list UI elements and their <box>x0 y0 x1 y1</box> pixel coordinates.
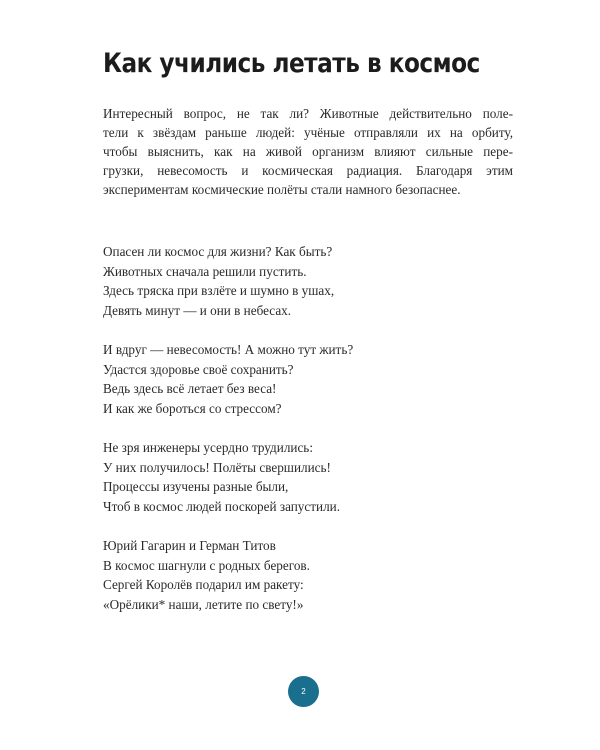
intro-line: грузки, невесомость и космическая радиация. Благодаря этим <box>103 163 513 178</box>
poem-verse: И вдруг — невесомость! А можно тут жить? <box>103 342 354 357</box>
intro-line: чтобы выяснить, как на живой организм влияют сильные пере- <box>103 144 513 159</box>
intro-line: экспериментам космические полёты стали намного безопаснее. <box>103 182 461 197</box>
page-number-badge: 2 <box>288 676 319 707</box>
poem-verse: У них получилось! Полёты свершились! <box>103 459 331 475</box>
intro-line: Интересный вопрос, не так ли? Животные действительно поле- <box>103 106 513 121</box>
poem-stanza <box>103 536 463 614</box>
poem-stanza <box>103 438 463 516</box>
poem-verse: Юрий Гагарин и Герман Титов <box>103 538 276 553</box>
poem-stanza <box>103 340 463 418</box>
poem-verse: Не зря инженеры усердно трудились: <box>103 440 313 455</box>
poem-verse: Удастся здоровье своё сохранить? <box>103 361 294 377</box>
poem <box>103 242 463 634</box>
poem-verse: Девять минут — и они в небесах. <box>103 302 292 318</box>
intro-line: тели к звёздам раньше людей: учёные отправляли их на орбиту, <box>103 125 513 140</box>
intro-paragraph <box>103 104 513 199</box>
poem-verse: Животных сначала решили пустить. <box>103 263 307 279</box>
poem-verse: Опасен ли космос для жизни? Как быть? <box>103 244 333 259</box>
poem-verse: Чтоб в космос людей поскорей запустили. <box>103 498 341 514</box>
page-title: Как учились летать в космос <box>103 48 480 79</box>
poem-verse: Ведь здесь всё летает без веса! <box>103 381 277 396</box>
poem-verse: И как же бороться со стрессом? <box>103 400 282 416</box>
poem-verse: «Орёлики* наши, летите по свету!» <box>103 596 304 612</box>
poem-verse: В космос шагнули с родных берегов. <box>103 557 310 573</box>
poem-verse: Процессы изучены разные были, <box>103 479 289 494</box>
poem-verse: Здесь тряска при взлёте и шумно в ушах, <box>103 283 335 298</box>
poem-verse: Сергей Королёв подарил им ракету: <box>103 577 304 592</box>
poem-stanza <box>103 242 463 320</box>
